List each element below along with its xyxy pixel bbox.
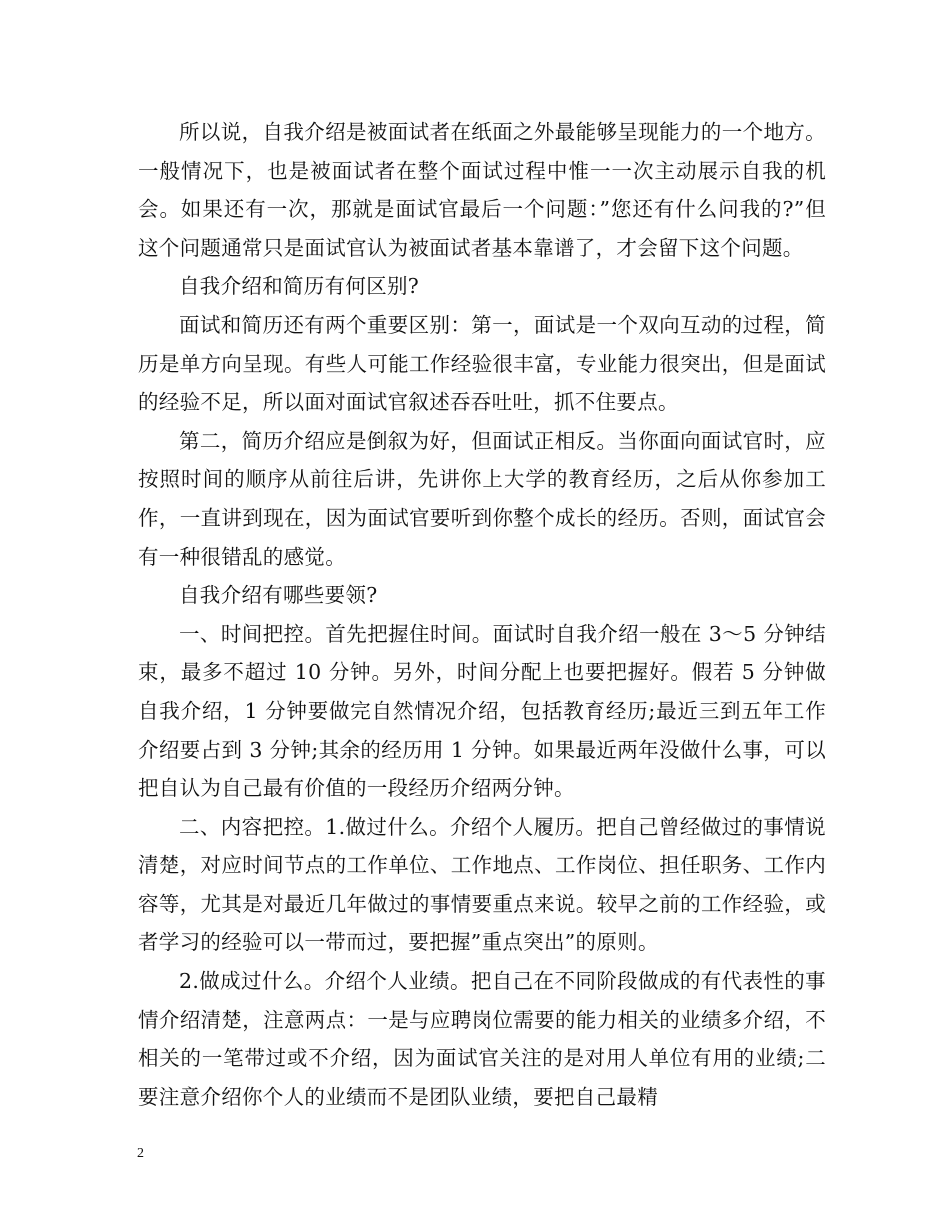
heading-intro-vs-resume: 自我介绍和简历有何区别? — [179, 274, 420, 299]
paragraph-interview-resume-difference: 面试和简历还有两个重要区别：第一，面试是一个双向互动的过程，简历是单方向呈现。有些人可能工作经验很丰富，专业能力很突出，但是面试的经验不足，所以面对面试官叙述吞吞吐吐，抓不住要点。 — [138, 312, 826, 415]
paragraph-time-control: 一、时间把控。首先把握住时间。面试时自我介绍一般在 3～5 分钟结束，最多不超过 10 分钟。另外，时间分配上也要把握好。假若 5 分钟做自我介绍，1 分钟要做完自然情况介绍，包括教育经历;最近三到五年工作介绍要占到 3 分钟;其余的经历用 1 分钟。如果最近两年没做什么事，可以把自认为自己最有价值的一段经历介绍两分钟。 — [138, 621, 826, 801]
paragraph-self-intro-importance: 所以说，自我介绍是被面试者在纸面之外最能够呈现能力的一个地方。一般情况下，也是被面试者在整个面试过程中惟一一次主动展示自我的机会。如果还有一次，那就是面试官最后一个问题：”您还有什么问我的?”但这个问题通常只是面试官认为被面试者基本靠谱了，才会留下这个问题。 — [138, 120, 826, 260]
heading-intro-key-points: 自我介绍有哪些要领? — [179, 583, 378, 608]
paragraph-content-control: 二、内容把控。1.做过什么。介绍个人履历。把自己曾经做过的事情说清楚，对应时间节点的工作单位、工作地点、工作岗位、担任职务、工作内容等，尤其是对最近几年做过的事情要重点来说。较早之前的工作经验，或者学习的经验可以一带而过，要把握”重点突出”的原则。 — [138, 814, 826, 955]
paragraph-achievements: 2.做成过什么。介绍个人业绩。把自己在不同阶段做成的有代表性的事情介绍清楚，注意两点：一是与应聘岗位需要的能力相关的业绩多介绍，不相关的一笔带过或不介绍，因为面试官关注的是对用人单位有用的业绩;二要注意介绍你个人的业绩而不是团队业绩，要把自己最精 — [138, 969, 826, 1109]
paragraph-chronological-order: 第二，简历介绍应是倒叙为好，但面试正相反。当你面向面试官时，应按照时间的顺序从前往后讲，先讲你上大学的教育经历，之后从你参加工作，一直讲到现在，因为面试官要听到你整个成长的经历。否则，面试官会有一种很错乱的感觉。 — [138, 428, 826, 569]
document-body — [138, 113, 826, 1116]
page-number: 2 — [137, 1146, 144, 1161]
